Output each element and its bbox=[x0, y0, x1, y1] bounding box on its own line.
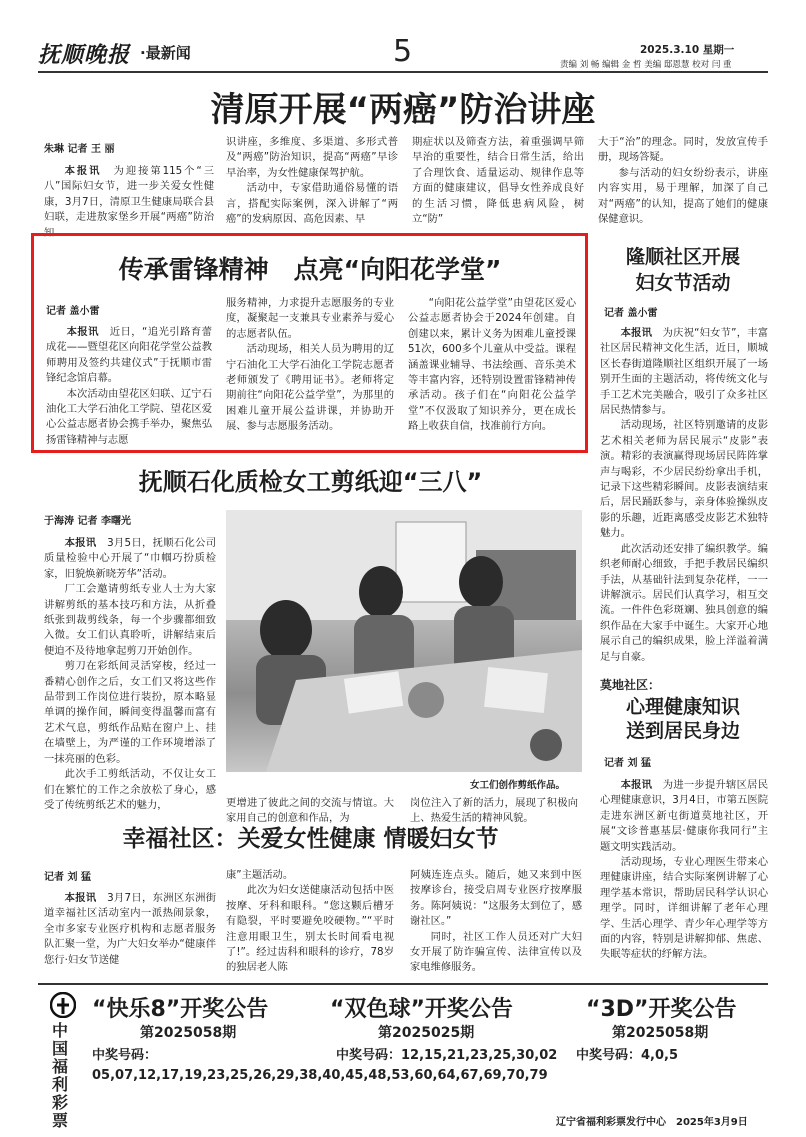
lottery-top-rule bbox=[38, 983, 768, 985]
article-2-title: 传承雷锋精神 点亮“向阳花学堂” bbox=[118, 255, 502, 284]
article-1-col1 bbox=[44, 164, 214, 241]
article-2-col2 bbox=[226, 296, 394, 435]
lottery-issuer: 辽宁省福利彩票发行中心 2025年3月9日 bbox=[556, 1117, 748, 1128]
masthead-rule bbox=[38, 71, 768, 73]
3d-numbers: 中奖号码：4,0,5 bbox=[576, 1048, 679, 1063]
photo-caption: 女工们创作剪纸作品。 bbox=[470, 780, 566, 791]
article-3-title: 抚顺石化质检女工剪纸迎“三八” bbox=[138, 468, 483, 496]
paragraph: 活动中，专家借助通俗易懂的语言，搭配实际案例，深入讲解了“两癌”的发病原因、高危因素、早 bbox=[226, 182, 398, 226]
paragraph: 本报讯 为迎接第115个“三八”国际妇女节，进一步关爱女性健康，3月7日，清原卫生健康局联合县妇联，走进敖家堡乡开展“两癌”防治知 bbox=[44, 165, 215, 239]
paragraph: 本报讯 为进一步提升辖区居民心理健康意识，3月4日，市第五医院走进东洲区新屯街道莫地社区，开展“文诊普惠基层·健康你我同行”主题文明实践活动。 bbox=[600, 779, 768, 853]
ssq-numbers: 中奖号码：12,15,21,23,25,30,02 bbox=[336, 1048, 558, 1063]
paragraph: 识讲座，多维度、多渠道、多形式普及“两癌”防治知识，提高“两癌”早诊早治率，为女性健康保驾护航。 bbox=[226, 136, 398, 179]
article-1-byline: 朱琳 记者 王 丽 bbox=[44, 144, 115, 155]
article-1-col4 bbox=[598, 135, 768, 227]
kl8-title: “快乐8”开奖公告 bbox=[92, 997, 269, 1022]
paragraph: 此次活动还安排了编织教学。编织老师耐心细致，手把手教居民编织手法，从基础针法到复杂花样，一一讲解演示。居民们认真学习，相互交流。一件件色彩斑斓、独具创意的编织作品在大家手中诞生。大家开心地展示自己的编织成果，脸上洋溢着满足与自豪。 bbox=[600, 542, 768, 663]
paragraph: 此次为妇女送健康活动包括中医按摩、牙科和眼科。“您这颗后槽牙有隐裂，平时要避免咬硬物。”“平时注意用眼卫生，别太长时间看电视了!”。经过齿科和眼科的诊疗，78岁的独居老人陈 bbox=[226, 884, 394, 974]
paragraph: 活动现场，相关人员为聘用的辽宁石油化工大学石油化工学院志愿者老师颁发了《聘用证书》。老师将定期前往“向阳花公益学堂”，为那里的困难儿童开展公益讲课，并协助开展、参与志愿服务活动。 bbox=[226, 343, 394, 433]
photo-scene bbox=[226, 510, 582, 772]
paragraph: “向阳花公益学堂”由望花区爱心公益志愿者协会于2024年创建。自创建以来，累计义务为困难儿童授课51次，600多个儿童从中受益。课程涵盖课业辅导、书法绘画、音乐美术等丰富内容，还特别设置雷锋精神传承活动。孩子们在“向阳花公益学堂”不仅汲取了知识养分，更在成长路上收获自信，找准前行方向。 bbox=[408, 297, 576, 433]
page-number: 5 bbox=[393, 34, 413, 69]
3d-title: “3D”开奖公告 bbox=[586, 997, 737, 1022]
paragraph: 参与活动的妇女纷纷表示，讲座内容实用，易于理解，加深了自己对“两癌”的认知，提高了她们的健康保健意识。 bbox=[598, 166, 768, 226]
paragraph: 活动现场，专业心理医生带来心理健康讲座，结合实际案例讲解了心理学基本常识，帮助居民科学认识心理学。同时，详细讲解了老年心理学、生活心理学、青少年心理学等方面的内容，特别是讲解抑郁、焦虑、失眠等症状的纾解方法。 bbox=[600, 856, 768, 961]
paper-logo: 抚顺晚报 bbox=[38, 43, 131, 68]
issue-date: 2025.3.10 星期一 bbox=[640, 44, 735, 56]
article-6-col3 bbox=[410, 868, 582, 976]
article-2-col1 bbox=[46, 325, 212, 448]
kl8-numbers: 中奖号码：05,07,12,17,19,23,25,26,29,38,40,45,48,53,60,64,67,69,70,79 bbox=[92, 1048, 548, 1083]
article-5-kicker: 莫地社区： bbox=[600, 678, 661, 692]
paragraph: 厂工会邀请剪纸专业人士为大家讲解剪纸的基本技巧和方法，从折叠纸张到裁剪线条，每一个步骤都细致入微。女工们认真聆听，讲解结束后便迫不及待地拿起剪刀开始创作。 bbox=[44, 583, 216, 657]
paragraph: 剪刀在彩纸间灵活穿梭，经过一番精心创作之后，女工们又将这些作品带到工作岗位进行装扮，原本略显单调的操作间，瞬间变得温馨而富有艺术气息，剪纸作品贴在窗户上、挂在墙壁上，为严谨的工作环境增添了一抹亮丽的色彩。 bbox=[44, 660, 216, 765]
section-name: ·最新闻 bbox=[140, 44, 191, 62]
editors-line: 责编 刘 畅 编辑 金 哲 美编 邸恩慧 校对 闫 重 bbox=[560, 60, 732, 70]
article-6-col2 bbox=[226, 868, 394, 976]
article-5-byline: 记者 刘 猛 bbox=[604, 758, 651, 769]
ssq-issue: 第2025025期 bbox=[378, 1025, 475, 1041]
article-1-col3 bbox=[412, 135, 584, 227]
article-3-col1 bbox=[44, 536, 216, 813]
article-5-title-line1: 心理健康知识 bbox=[625, 696, 740, 718]
lottery-org: 中国福利彩票 bbox=[52, 1021, 69, 1130]
article-6-byline: 记者 刘 猛 bbox=[44, 872, 91, 883]
3d-issue: 第2025058期 bbox=[612, 1025, 709, 1041]
article-2-byline: 记者 盖小雷 bbox=[46, 306, 100, 317]
article-4-col bbox=[600, 326, 768, 665]
article-1-title: 清原开展“两癌”防治讲座 bbox=[210, 90, 596, 130]
kl8-issue: 第2025058期 bbox=[140, 1025, 237, 1041]
paragraph: 更增进了彼此之间的交流与情谊。大家用自己的创意和作品，为 bbox=[226, 797, 394, 825]
paragraph: 活动现场，社区特别邀请的皮影艺术相关老师为居民展示“皮影”表演。精彩的表演赢得现场居民阵阵掌声与喝彩，不少居民纷纷拿出手机，记录下这些精彩瞬间。皮影表演结束后，居民踊跃参与，亲身体验操纵皮影的乐趣，近距离感受皮影艺术独特魅力。 bbox=[600, 419, 768, 540]
paragraph: 大于“治”的理念。同时，发放宣传手册，现场答疑。 bbox=[598, 136, 768, 164]
ssq-title: “双色球”开奖公告 bbox=[330, 997, 513, 1022]
paragraph: 本报讯 3月7日，东洲区东洲街道幸福社区活动室内一派热闹景象，全市多家专业医疗机构和志愿者服务队汇聚一堂，为广大妇女举办“健康伴您行·妇女节送健 bbox=[44, 892, 217, 966]
fuli-lottery-logo-icon bbox=[50, 992, 76, 1018]
article-5-title-line2: 送到居民身边 bbox=[625, 720, 740, 742]
article-2-col3 bbox=[408, 296, 576, 435]
paragraph: 岗位注入了新的活力，展现了积极向上、热爱生活的精神风貌。 bbox=[410, 797, 578, 825]
article-4-title-line2: 妇女节活动 bbox=[635, 272, 731, 294]
article-1-col2 bbox=[226, 135, 398, 227]
paragraph: 阿姨连连点头。随后，她又来到中医按摩诊台，接受启周专业医疗按摩服务。陈阿姨说：“这服务太到位了，感谢社区。” bbox=[410, 869, 582, 928]
news-photo bbox=[226, 510, 582, 772]
paragraph: 康”主题活动。 bbox=[226, 869, 294, 881]
paragraph: 本报讯 为庆祝“妇女节”，丰富社区居民精神文化生活，近日，顺城区长春街道隆顺社区组织开展了一场别开生面的主题活动，将传统文化与手工艺术完美融合，吸引了众多社区居民热情参与。 bbox=[600, 327, 769, 417]
article-4-byline: 记者 盖小雷 bbox=[604, 308, 658, 319]
paragraph: 同时，社区工作人员还对广大妇女开展了防诈骗宣传、法律宣传以及家电维修服务。 bbox=[410, 930, 582, 974]
paragraph: 本报讯 3月5日，抚顺石化公司质量检验中心开展了“巾帼巧扮质检家，旧貌焕新晓芳华”活动。 bbox=[44, 537, 217, 580]
article-6-col1 bbox=[44, 891, 216, 968]
article-4-title-line1: 隆顺社区开展 bbox=[625, 246, 740, 268]
paragraph: 本次活动由望花区妇联、辽宁石油化工大学石油化工学院、望花区爱心公益志愿者协会携手举办，聚焦弘扬雷锋精神与志愿 bbox=[46, 387, 212, 446]
article-6-title: 幸福社区：关爱女性健康 情暖妇女节 bbox=[122, 826, 499, 852]
article-3-byline: 于海涛 记者 李曙光 bbox=[44, 516, 131, 527]
paragraph: 服务精神，力求提升志愿服务的专业度，凝聚起一支兼具专业素养与爱心的志愿者队伍。 bbox=[226, 297, 394, 340]
article-5-col bbox=[600, 778, 768, 963]
paragraph: 此次手工剪纸活动，不仅让女工们在繁忙的工作之余放松了身心，感受了传统剪纸艺术的魅力， bbox=[44, 768, 216, 811]
paragraph: 本报讯 近日，“追光引路育蕾成花——暨望花区向阳花学堂公益教师聘用及签约共建仪式”于抚顺市雷锋纪念馆启幕。 bbox=[46, 326, 213, 385]
paragraph: 期症状以及筛查方法，着重强调早筛早治的重要性，结合日常生活，给出了合理饮食、适量运动、规律作息等方面的健康建议，倡导女性养成良好的生活习惯，降低患病风险，树立“防” bbox=[412, 136, 584, 226]
